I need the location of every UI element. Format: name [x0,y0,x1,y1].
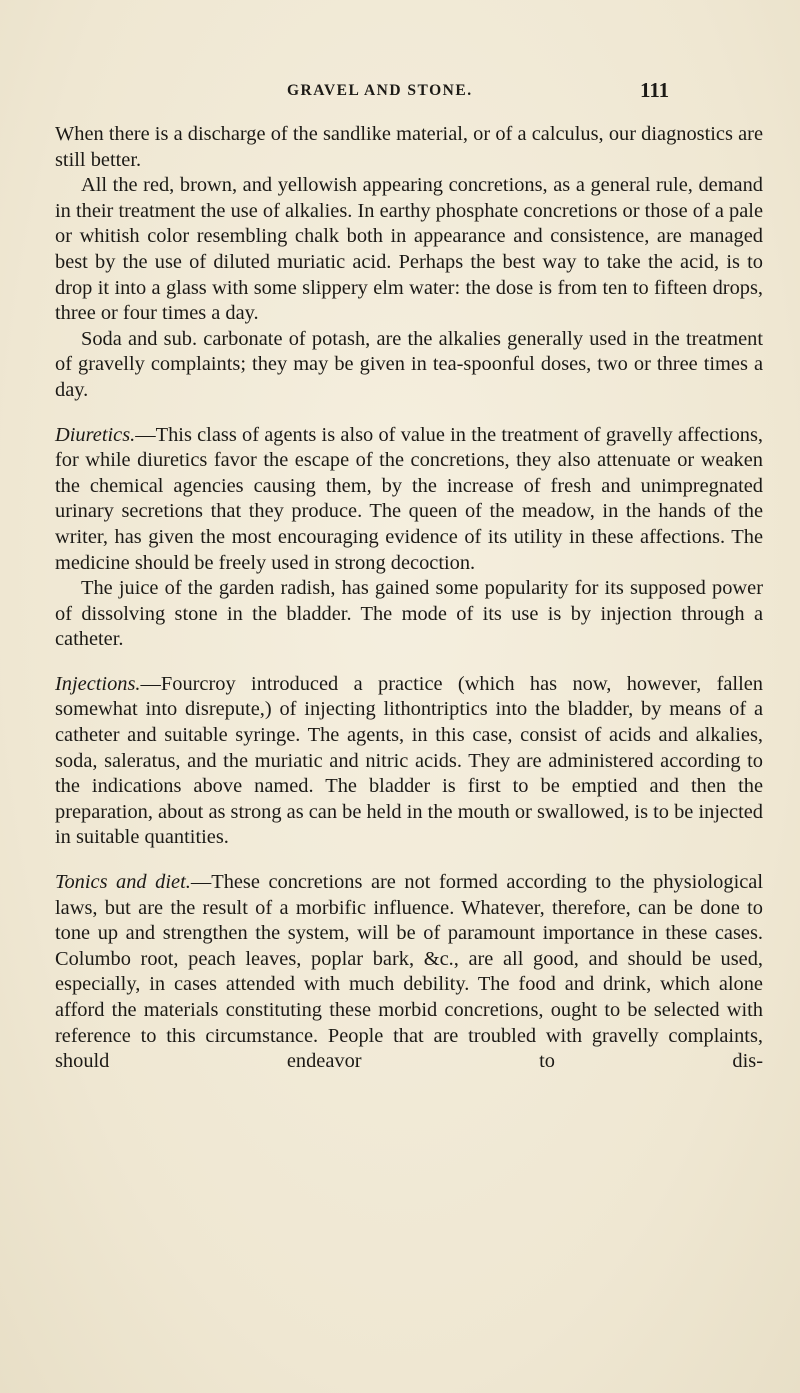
paragraph-text: Soda and sub. carbonate of potash, are the alkalies generally used in the treatment of gravelly complaints; they may be given in tea-spoonful doses, two or three times a day. [55,327,763,401]
section-heading-tonics-and-diet: Tonics and diet. [55,871,191,894]
paragraph-text: —Fourcroy introduced a practice (which has now, however, fallen somewhat into disrepute,) of injecting lithontriptics into the bladder, by means of a catheter and suitable syringe. The agents, in this case, consist of acids and alkalies, soda, saleratus, and the muriatic and nitric acids. They are administered according to the indications above named. The bladder is first to be emptied and then the preparation, about as strong as can be held in the mouth or swallowed, is to be injected in suitable quantities. [55,672,763,849]
paragraph-tonics-and-diet [55,870,763,1075]
page-number: 111 [640,78,670,102]
paragraph-concretions [55,173,763,327]
paragraph-injections [55,672,763,851]
running-title: GRAVEL AND STONE. [287,82,473,99]
paragraph-text: The juice of the garden radish, has gained some popularity for its supposed power of dissolving stone in the bladder. The mode of its use is by injection through a catheter. [55,577,763,651]
paragraph-text: All the red, brown, and yellowish appearing concretions, as a general rule, demand in their treatment the use of alkalies. In earthy phosphate concretions or those of a pale or whitish color resembling chalk both in appearance and consistence, are managed best by the use of diluted muriatic acid. Perhaps the best way to take the acid, is to drop it into a glass with some slippery elm water: the dose is from ten to fifteen drops, three or four times a day. [55,174,763,325]
page-header [0,78,800,110]
body-text [55,122,763,1075]
paragraph-text: —These concretions are not formed according to the physiological laws, but are the result of a morbific influence. Whatever, therefore, can be done to tone up and strengthen the system, will be of paramount importance in these cases. Columbo root, peach leaves, poplar bark, &c., are all good, and should be used, especially, in cases attended with much debility. The food and drink, which alone afford the materials constituting these morbid concretions, ought to be selected with reference to this circumstance. People that are troubled with gravelly complaints, should endeavor to dis- [55,871,764,1073]
paragraph-text: When there is a discharge of the sandlike material, or of a calculus, our diagnostics are still better. [55,123,763,171]
paragraph-text: —This class of agents is also of value in the treatment of gravelly affections, for while diuretics favor the escape of the concretions, they also attenuate or weaken the chemical agencies causing them, by the increase of fresh and unimpregnated urinary secretions that they produce. The queen of the meadow, in the hands of the writer, has given the most encouraging evidence of its utility in these affections. The medicine should be freely used in strong decoction. [55,423,763,574]
section-heading-injections: Injections. [55,672,141,695]
paragraph-alkalies [55,327,763,404]
section-heading-diuretics: Diuretics. [55,423,136,446]
paragraph-radish [55,576,763,653]
paragraph-discharge [55,122,763,173]
paragraph-diuretics [55,423,763,577]
